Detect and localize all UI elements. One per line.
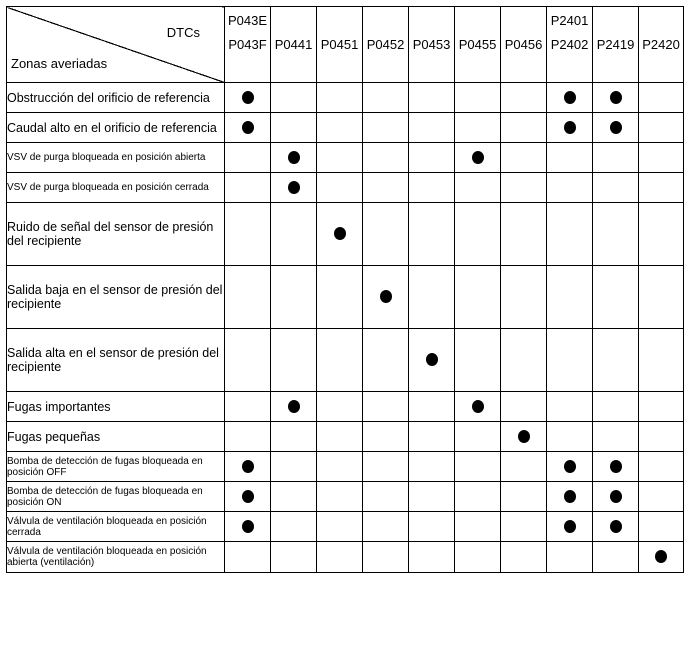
matrix-cell: [363, 392, 409, 422]
matrix-cell: [317, 452, 363, 482]
dtc-code: P0441: [274, 36, 313, 52]
matrix-cell: [639, 143, 684, 173]
matrix-cell: [593, 83, 639, 113]
matrix-cell: [639, 83, 684, 113]
matrix-cell: [363, 143, 409, 173]
matrix-cell: [639, 392, 684, 422]
matrix-cell: [593, 203, 639, 266]
matrix-cell: [271, 392, 317, 422]
matrix-cell: [409, 542, 455, 573]
matrix-cell: [225, 173, 271, 203]
zone-row: [7, 422, 684, 452]
filled-circle-icon: [518, 430, 530, 443]
matrix-cell: [639, 266, 684, 329]
matrix-cell: [363, 512, 409, 542]
filled-circle-icon: [564, 91, 576, 104]
matrix-cell: [271, 512, 317, 542]
zone-label: Válvula de ventilación bloqueada en posición abierta (ventilación): [7, 542, 225, 573]
matrix-cell: [225, 143, 271, 173]
matrix-cell: [455, 452, 501, 482]
filled-circle-icon: [288, 151, 300, 164]
zone-row: [7, 173, 684, 203]
matrix-cell: [271, 452, 317, 482]
matrix-cell: [639, 113, 684, 143]
dtcs-label: DTCs: [166, 25, 200, 40]
dtc-code: P2420: [642, 36, 680, 52]
zone-row: [7, 143, 684, 173]
dtc-code-header: [317, 7, 363, 83]
matrix-cell: [501, 392, 547, 422]
matrix-cell: [547, 173, 593, 203]
zone-row: [7, 83, 684, 113]
matrix-cell: [593, 143, 639, 173]
matrix-cell: [547, 482, 593, 512]
matrix-cell: [455, 266, 501, 329]
matrix-cell: [501, 113, 547, 143]
matrix-cell: [639, 203, 684, 266]
matrix-body: [7, 83, 684, 573]
matrix-cell: [455, 83, 501, 113]
dtc-code: P2402: [550, 37, 589, 52]
matrix-cell: [455, 173, 501, 203]
zone-row: [7, 392, 684, 422]
dtc-code-header: [409, 7, 455, 83]
matrix-cell: [225, 266, 271, 329]
matrix-cell: [317, 113, 363, 143]
matrix-cell: [225, 512, 271, 542]
zone-label: Fugas pequeñas: [7, 422, 225, 452]
matrix-cell: [455, 329, 501, 392]
matrix-cell: [363, 482, 409, 512]
filled-circle-icon: [610, 91, 622, 104]
matrix-cell: [455, 512, 501, 542]
dtc-code-header: [639, 7, 684, 83]
matrix-cell: [271, 266, 317, 329]
matrix-cell: [271, 542, 317, 573]
zone-label: Salida baja en el sensor de presión del recipiente: [7, 266, 225, 329]
matrix-cell: [455, 392, 501, 422]
matrix-cell: [409, 173, 455, 203]
matrix-cell: [409, 143, 455, 173]
zone-row: [7, 113, 684, 143]
matrix-cell: [501, 266, 547, 329]
matrix-cell: [363, 173, 409, 203]
filled-circle-icon: [564, 460, 576, 473]
filled-circle-icon: [242, 490, 254, 503]
dtc-code: P043E: [227, 13, 268, 28]
matrix-cell: [593, 173, 639, 203]
matrix-cell: [271, 83, 317, 113]
filled-circle-icon: [288, 181, 300, 194]
filled-circle-icon: [564, 121, 576, 134]
filled-circle-icon: [242, 520, 254, 533]
matrix-cell: [225, 203, 271, 266]
zone-row: [7, 452, 684, 482]
dtc-code: P0453: [412, 36, 451, 52]
matrix-cell: [639, 512, 684, 542]
zone-row: [7, 542, 684, 573]
filled-circle-icon: [472, 400, 484, 413]
matrix-cell: [639, 542, 684, 573]
header-row: [7, 7, 684, 83]
dtc-code: P043F: [228, 37, 267, 52]
matrix-cell: [547, 266, 593, 329]
matrix-cell: [455, 113, 501, 143]
zone-label: Bomba de detección de fugas bloqueada en posición OFF: [7, 452, 225, 482]
filled-circle-icon: [655, 550, 667, 563]
matrix-cell: [455, 143, 501, 173]
matrix-cell: [317, 482, 363, 512]
matrix-cell: [409, 83, 455, 113]
zones-label: Zonas averiadas: [11, 56, 108, 71]
matrix-cell: [225, 329, 271, 392]
filled-circle-icon: [610, 460, 622, 473]
matrix-cell: [363, 113, 409, 143]
matrix-cell: [639, 452, 684, 482]
matrix-cell: [225, 83, 271, 113]
zone-label: VSV de purga bloqueada en posición abierta: [7, 143, 225, 173]
matrix-cell: [501, 83, 547, 113]
matrix-cell: [547, 392, 593, 422]
matrix-cell: [271, 173, 317, 203]
matrix-cell: [271, 329, 317, 392]
matrix-cell: [317, 266, 363, 329]
filled-circle-icon: [564, 520, 576, 533]
matrix-cell: [501, 143, 547, 173]
dtc-zone-matrix: [6, 6, 684, 573]
matrix-cell: [547, 203, 593, 266]
dtc-code: P0452: [366, 36, 405, 52]
matrix-cell: [593, 542, 639, 573]
matrix-cell: [501, 329, 547, 392]
matrix-cell: [409, 329, 455, 392]
matrix-cell: [363, 266, 409, 329]
dtc-code: P0456: [504, 36, 543, 52]
matrix-cell: [271, 143, 317, 173]
matrix-cell: [547, 113, 593, 143]
zone-row: [7, 482, 684, 512]
zone-row: [7, 266, 684, 329]
zone-label: Bomba de detección de fugas bloqueada en posición ON: [7, 482, 225, 512]
matrix-cell: [547, 83, 593, 113]
matrix-cell: [363, 329, 409, 392]
dtc-code-header: [271, 7, 317, 83]
matrix-cell: [317, 83, 363, 113]
zone-row: [7, 329, 684, 392]
matrix-cell: [363, 422, 409, 452]
filled-circle-icon: [426, 353, 438, 366]
dtc-code-header: [363, 7, 409, 83]
dtc-code-header: [501, 7, 547, 83]
filled-circle-icon: [380, 290, 392, 303]
matrix-cell: [501, 482, 547, 512]
matrix-cell: [271, 113, 317, 143]
matrix-cell: [547, 143, 593, 173]
matrix-cell: [593, 392, 639, 422]
matrix-cell: [455, 542, 501, 573]
filled-circle-icon: [288, 400, 300, 413]
matrix-cell: [409, 512, 455, 542]
matrix-cell: [547, 452, 593, 482]
dtc-code: P2401: [550, 13, 589, 28]
matrix-cell: [317, 143, 363, 173]
zone-row: [7, 203, 684, 266]
matrix-cell: [409, 392, 455, 422]
filled-circle-icon: [242, 91, 254, 104]
matrix-cell: [593, 482, 639, 512]
matrix-cell: [409, 422, 455, 452]
matrix-cell: [271, 422, 317, 452]
filled-circle-icon: [610, 520, 622, 533]
matrix-cell: [501, 542, 547, 573]
matrix-cell: [317, 203, 363, 266]
matrix-cell: [547, 512, 593, 542]
matrix-cell: [501, 203, 547, 266]
zone-label: VSV de purga bloqueada en posición cerrada: [7, 173, 225, 203]
matrix-cell: [271, 482, 317, 512]
filled-circle-icon: [334, 227, 346, 240]
matrix-cell: [225, 113, 271, 143]
matrix-cell: [409, 482, 455, 512]
matrix-cell: [225, 422, 271, 452]
zone-label: Salida alta en el sensor de presión del recipiente: [7, 329, 225, 392]
matrix-cell: [547, 329, 593, 392]
matrix-cell: [363, 83, 409, 113]
dtc-code: P0455: [458, 36, 497, 52]
matrix-cell: [409, 203, 455, 266]
matrix-cell: [593, 512, 639, 542]
filled-circle-icon: [610, 121, 622, 134]
matrix-cell: [317, 512, 363, 542]
matrix-cell: [501, 512, 547, 542]
matrix-cell: [501, 173, 547, 203]
matrix-cell: [547, 422, 593, 452]
matrix-cell: [317, 392, 363, 422]
matrix-cell: [409, 452, 455, 482]
matrix-cell: [317, 173, 363, 203]
matrix-cell: [501, 422, 547, 452]
zone-label: Fugas importantes: [7, 392, 225, 422]
matrix-cell: [455, 482, 501, 512]
dtc-code-header: [455, 7, 501, 83]
filled-circle-icon: [472, 151, 484, 164]
zone-label: Válvula de ventilación bloqueada en posición cerrada: [7, 512, 225, 542]
filled-circle-icon: [564, 490, 576, 503]
matrix-cell: [271, 203, 317, 266]
matrix-cell: [593, 266, 639, 329]
matrix-cell: [639, 482, 684, 512]
zone-label: Ruido de señal del sensor de presión del recipiente: [7, 203, 225, 266]
matrix-cell: [317, 542, 363, 573]
matrix-cell: [225, 542, 271, 573]
matrix-cell: [317, 422, 363, 452]
matrix-cell: [639, 422, 684, 452]
matrix-cell: [363, 542, 409, 573]
zone-row: [7, 512, 684, 542]
filled-circle-icon: [242, 460, 254, 473]
matrix-cell: [317, 329, 363, 392]
filled-circle-icon: [242, 121, 254, 134]
matrix-cell: [363, 203, 409, 266]
dtc-code-header: [593, 7, 639, 83]
dtc-code-header: [547, 7, 593, 83]
matrix-cell: [593, 329, 639, 392]
matrix-cell: [593, 452, 639, 482]
matrix-cell: [455, 422, 501, 452]
matrix-cell: [225, 392, 271, 422]
matrix-cell: [501, 452, 547, 482]
zone-label: Caudal alto en el orificio de referencia: [7, 113, 225, 143]
corner-header: [7, 7, 225, 83]
matrix-cell: [639, 173, 684, 203]
dtc-code: P0451: [320, 36, 359, 52]
matrix-cell: [225, 452, 271, 482]
matrix-cell: [593, 422, 639, 452]
dtc-code-header: [225, 7, 271, 83]
filled-circle-icon: [610, 490, 622, 503]
matrix-cell: [409, 113, 455, 143]
zone-label: Obstrucción del orificio de referencia: [7, 83, 225, 113]
dtc-code: P2419: [596, 36, 635, 52]
matrix-cell: [409, 266, 455, 329]
matrix-cell: [363, 452, 409, 482]
matrix-cell: [225, 482, 271, 512]
matrix-cell: [455, 203, 501, 266]
matrix-cell: [593, 113, 639, 143]
matrix-cell: [639, 329, 684, 392]
matrix-cell: [547, 542, 593, 573]
